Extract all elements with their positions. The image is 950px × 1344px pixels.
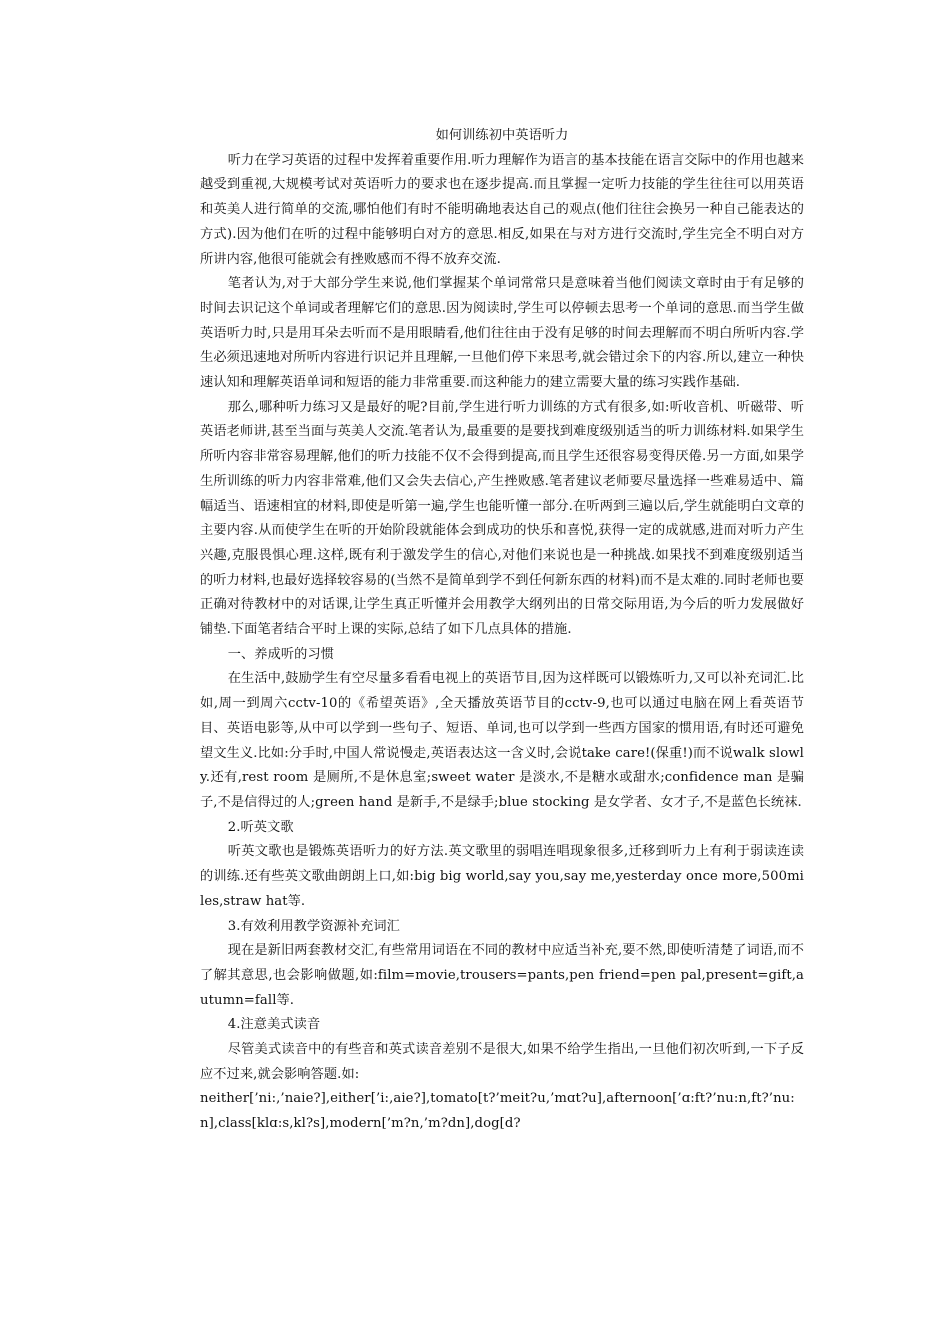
section-heading-vocabulary: 3.有效利用教学资源补充词汇 — [227, 918, 400, 934]
paragraph-author-view: 笔者认为,对于大部分学生来说,他们掌握某个单词常常只是意味着当他们阅读文章时由于有足够的时间去识记这个单词或者理解它们的意思.因为阅读时,学生可以停顿去思考一个单词的意思.而当学生做英语听力时,只是用耳朵去听而不是用眼睛看,他们往往由于没有足够的时间去理解而不明白所听内容.学生必须迅速地对所听内容进行识记并且理解,一旦他们停下来思考,就会错过余下的内容.所以,建立一种快速认知和理解英语单词和短语的能力非常重要.而这种能力的建立需要大量的练习实践作基础. — [200, 276, 804, 391]
paragraph-phonetic-examples: neither[’ni:,’naie?],either[’i:,aie?],tomato[t?’meit?u,’mɑt?u],afternoon[’ɑ:ft?’nu:n,ft?’nu:n],class[klɑ:s,kl?s],modern[’m?n,’m?dn],dog[d? — [200, 1091, 795, 1132]
paragraph-vocabulary: 现在是新旧两套教材交汇,有些常用词语在不同的教材中应适当补充,要不然,即使听清楚了词语,而不了解其意思,也会影响做题,如:film=movie,trousers=pants,pen friend=pen pal,present=gift,autumn=fall等. — [200, 943, 804, 1008]
paragraph-songs: 听英文歌也是锻炼英语听力的好方法.英文歌里的弱唱连唱现象很多,迁移到听力上有利于弱读连读的训练.还有些英文歌曲朗朗上口,如:big big world,say you,say me,yesterday once more,500miles,straw hat等. — [200, 844, 804, 909]
paragraph-pronunciation: 尽管美式读音中的有些音和英式读音差别不是很大,如果不给学生指出,一旦他们初次听到,一下子反应不过来,就会影响答题.如: — [200, 1042, 804, 1082]
paragraph-intro: 听力在学习英语的过程中发挥着重要作用.听力理解作为语言的基本技能在语言交际中的作用也越来越受到重视,大规模考试对英语听力的要求也在逐步提高.而且掌握一定听力技能的学生往往可以用英语和英美人进行简单的交流,哪怕他们有时不能明确地表达自己的观点(他们往往会换另一种自己能表达的方式).因为他们在听的过程中能够明白对方的意思.相反,如果在与对方进行交流时,学生完全不明白对方所讲内容,他很可能就会有挫败感而不得不放弃交流. — [200, 152, 804, 267]
section-heading-songs: 2.听英文歌 — [227, 819, 294, 835]
paragraph-listening-methods: 那么,哪种听力练习又是最好的呢?目前,学生进行听力训练的方式有很多,如:听收音机、听磁带、听英语老师讲,甚至当面与英美人交流.笔者认为,最重要的是要找到难度级别适当的听力训练材料.如果学生所听内容非常容易理解,他们的听力技能不仅不会得到提高,而且学生还很容易变得厌倦.另一方面,如果学生所训练的听力内容非常难,他们又会失去信心,产生挫败感.笔者建议老师要尽量选择一些难易适中、篇幅适当、语速相宜的材料,即使是听第一遍,学生也能听懂一部分.在听两到三遍以后,学生就能明白文章的主要内容.从而使学生在听的开始阶段就能体会到成功的快乐和喜悦,获得一定的成就感,进而对听力产生兴趣,克服畏惧心理.这样,既有利于激发学生的信心,对他们来说也是一种挑战.如果找不到难度级别适当的听力材料,也最好选择较容易的(当然不是简单到学不到任何新东西的材料)而不是太难的.同时老师也要正确对待教材中的对话课,让学生真正听懂并会用教学大纲列出的日常交际用语,为今后的听力发展做好铺垫.下面笔者结合平时上课的实际,总结了如下几点具体的措施. — [200, 399, 804, 638]
section-heading-habit: 一、养成听的习惯 — [227, 646, 335, 662]
document-title: 如何训练初中英语听力 — [435, 128, 569, 143]
paragraph-habit: 在生活中,鼓励学生有空尽量多看看电视上的英语节目,因为这样既可以锻炼听力,又可以补充词汇.比如,周一到周六cctv-10的《希望英语》,全天播放英语节目的cctv-9,也可以通过电脑在网上看英语节目、英语电影等,从中可以学到一些句子、短语、单词,也可以学到一些西方国家的惯用语,有时还可避免望文生义.比如:分手时,中国人常说慢走,英语表达这一含义时,会说take care!(保重!)而不说walk slowly.还有,rest room 是厕所,不是休息室;sweet water 是淡水,不是糖水或甜水;confidence man 是骗子,不是信得过的人;green hand 是新手,不是绿手;blue stocking 是女学者、女才子,不是蓝色长统袜. — [200, 671, 804, 810]
section-heading-pronunciation: 4.注意美式读音 — [227, 1017, 321, 1033]
document-body — [200, 124, 804, 1137]
